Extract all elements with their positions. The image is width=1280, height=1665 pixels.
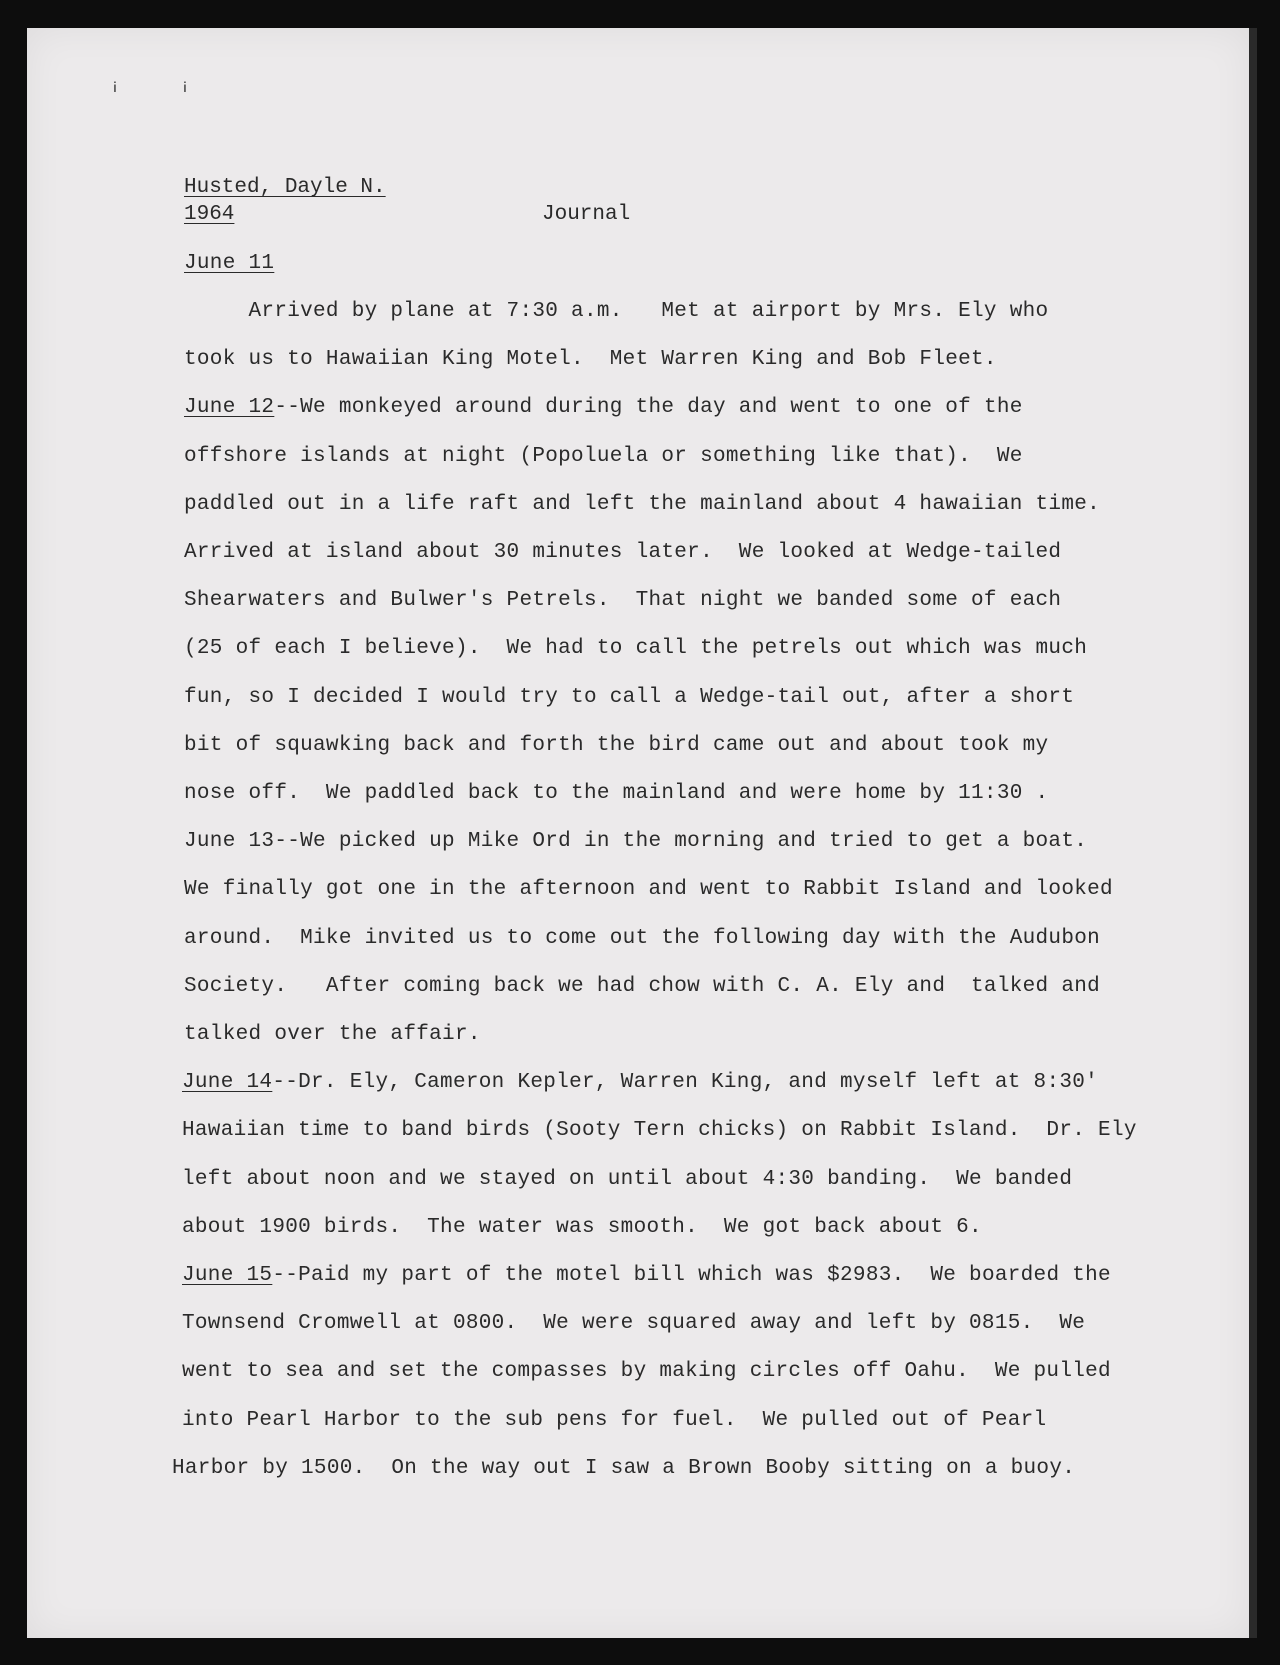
journal-line bbox=[182, 1119, 1137, 1142]
line-text: Arrived at island about 30 minutes later. We looked at Wedge-tailed bbox=[184, 541, 1062, 564]
journal-title: Journal bbox=[542, 203, 631, 226]
journal-line bbox=[184, 878, 1113, 901]
journal-line bbox=[182, 1312, 1085, 1335]
entry-date-june-11: June 11 bbox=[184, 252, 275, 275]
journal-line bbox=[184, 975, 1100, 998]
line-text: paddled out in a life raft and left the mainland about 4 hawaiian time. bbox=[184, 493, 1101, 516]
journal-line bbox=[184, 637, 1087, 660]
stray-mark: ⅰ bbox=[113, 80, 117, 96]
journal-line bbox=[182, 1409, 1046, 1432]
journal-line bbox=[182, 1264, 1111, 1287]
journal-line bbox=[184, 686, 1074, 709]
entry-date: June 12 bbox=[184, 396, 275, 419]
line-text: about 1900 birds. The water was smooth. We got back about 6. bbox=[182, 1216, 982, 1239]
line-text: June 13--We picked up Mike Ord in the morning and tried to get a boat. bbox=[184, 830, 1088, 853]
journal-year: 1964 bbox=[184, 203, 235, 226]
line-text: --We monkeyed around during the day and went to one of the bbox=[274, 396, 1023, 419]
line-text: Society. After coming back we had chow with C. A. Ely and talked and bbox=[184, 975, 1101, 998]
line-text: took us to Hawaiian King Motel. Met Warren King and Bob Fleet. bbox=[184, 348, 997, 371]
line-text: left about noon and we stayed on until about 4:30 banding. We banded bbox=[182, 1168, 1073, 1191]
line-text: Shearwaters and Bulwer's Petrels. That night we banded some of each bbox=[184, 589, 1062, 612]
line-text: Hawaiian time to band birds (Sooty Tern chicks) on Rabbit Island. Dr. Ely bbox=[182, 1119, 1137, 1142]
journal-line bbox=[172, 1457, 1075, 1480]
line-text: --Paid my part of the motel bill which was $2983. We boarded the bbox=[272, 1264, 1111, 1287]
journal-line bbox=[184, 493, 1100, 516]
line-text: talked over the affair. bbox=[184, 1023, 481, 1046]
entry-date: June 14 bbox=[182, 1071, 273, 1094]
line-text: Arrived by plane at 7:30 a.m. Met at airport by Mrs. Ely who bbox=[184, 300, 1049, 323]
line-text: --Dr. Ely, Cameron Kepler, Warren King, and myself left at 8:30' bbox=[272, 1071, 1099, 1094]
line-text: nose off. We paddled back to the mainland and were home by 11:30 . bbox=[184, 782, 1049, 805]
journal-line bbox=[184, 589, 1061, 612]
line-text: Harbor by 1500. On the way out I saw a Brown Booby sitting on a buoy. bbox=[172, 1457, 1076, 1480]
journal-line bbox=[184, 300, 1048, 323]
journal-line bbox=[184, 396, 1023, 419]
journal-line bbox=[184, 927, 1100, 950]
line-text: Townsend Cromwell at 0800. We were squared away and left by 0815. We bbox=[182, 1312, 1086, 1335]
journal-line bbox=[182, 1071, 1098, 1094]
journal-line bbox=[182, 1360, 1111, 1383]
journal-line bbox=[184, 734, 1048, 757]
journal-line bbox=[184, 782, 1048, 805]
author-name: Husted, Dayle N. bbox=[184, 176, 386, 199]
line-text: offshore islands at night (Popoluela or something like that). We bbox=[184, 445, 1023, 468]
journal-line bbox=[182, 1216, 982, 1239]
line-text: fun, so I decided I would try to call a Wedge-tail out, after a short bbox=[184, 686, 1075, 709]
journal-line bbox=[182, 1168, 1072, 1191]
line-text: went to sea and set the compasses by making circles off Oahu. We pulled bbox=[182, 1360, 1111, 1383]
journal-line bbox=[184, 348, 997, 371]
line-text: around. Mike invited us to come out the following day with the Audubon bbox=[184, 927, 1101, 950]
journal-line bbox=[184, 541, 1061, 564]
journal-line bbox=[184, 445, 1023, 468]
journal-line bbox=[184, 830, 1087, 853]
line-text: (25 of each I believe). We had to call the petrels out which was much bbox=[184, 637, 1088, 660]
journal-line bbox=[184, 1023, 481, 1046]
line-text: into Pearl Harbor to the sub pens for fuel. We pulled out of Pearl bbox=[182, 1409, 1047, 1432]
stray-mark: ⅰ bbox=[183, 80, 187, 96]
entry-date: June 15 bbox=[182, 1264, 273, 1287]
line-text: bit of squawking back and forth the bird came out and about took my bbox=[184, 734, 1049, 757]
page-edge bbox=[1249, 28, 1257, 1638]
line-text: We finally got one in the afternoon and went to Rabbit Island and looked bbox=[184, 878, 1113, 901]
